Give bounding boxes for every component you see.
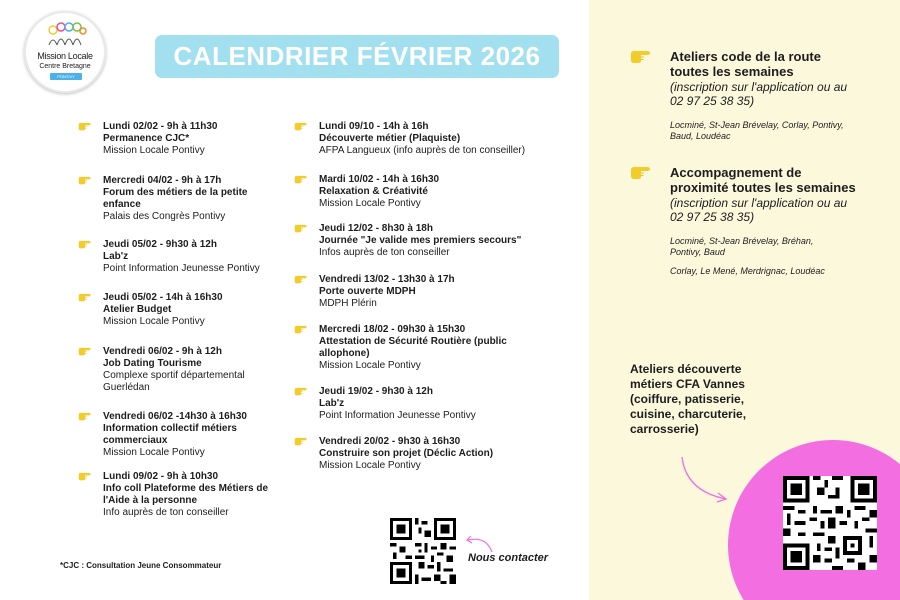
event-title: Journée "Je valide mes premiers secours" [319,235,522,246]
cfa-qr-code[interactable] [783,476,877,570]
accompagnement-block [670,165,860,277]
pointing-hand-icon [78,411,92,421]
pointing-hand-icon [294,324,308,334]
event-item [103,239,278,275]
event-place: Mission Locale Pontivy [319,460,421,471]
event-title: Info coll Plateforme des Métiers de l'Aide à la personne [103,483,269,506]
code-route-note: (inscription sur l'application ou au 02 97 25 38 35) [670,80,848,108]
footnote: *CJC : Consultation Jeune Consommateur [60,561,222,570]
event-place: Infos auprès de ton conseiller [319,247,450,258]
event-item [319,121,564,157]
cfa-workshops: Ateliers découverte métiers CFA Vannes (coiffure, patisserie, cuisine, charcuterie, carrosserie) [630,362,747,436]
pointing-hand-icon [78,121,92,131]
event-place: AFPA Langueux (info auprès de ton conseiller) [319,145,526,156]
pointing-hand-icon [294,436,308,446]
pointing-hand-icon [294,121,308,131]
event-place: Point Information Jeunesse Pontivy [103,263,260,274]
pointing-hand-icon [294,174,308,184]
pointing-hand-icon [78,239,92,249]
event-title: Lab'z [103,251,129,262]
event-date: Jeudi 05/02 - 9h30 à 12h [103,239,217,250]
event-date: Vendredi 06/02 - 9h à 12h [103,346,222,357]
event-item [319,324,509,372]
event-date: Mercredi 18/02 - 09h30 à 15h30 [319,324,466,335]
code-route-towns: Locminé, St-Jean Brévelay, Corlay, Pontivy, Baud, Loudéac [670,120,844,141]
event-title: Attestation de Sécurité Routière (public allophone) [319,336,507,359]
pointing-hand-icon [294,386,308,396]
event-place: Point Information Jeunesse Pontivy [319,410,476,421]
event-date: Lundi 09/02 - 9h à 10h30 [103,471,219,482]
accompagnement-towns-2: Corlay, Le Mené, Merdrignac, Loudéac [670,266,825,276]
logo-line3: PONTIVY [50,73,82,80]
event-item [103,292,278,328]
curved-arrow-icon [680,455,730,505]
event-date: Jeudi 19/02 - 9h30 à 12h [319,386,433,397]
contact-label: Nous contacter [468,552,549,564]
event-item [103,411,278,459]
pointing-hand-icon [294,223,308,233]
event-date: Mercredi 04/02 - 9h à 17h [103,175,222,186]
event-title: Information collectif métiers commerciaux [103,423,237,446]
event-title: Porte ouverte MDPH [319,286,416,297]
event-place: Mission Locale Pontivy [103,316,205,327]
event-place: MDPH Plérin [319,298,377,309]
event-place: Mission Locale Pontivy [319,198,421,209]
event-place: Mission Locale Pontivy [103,447,205,458]
event-date: Vendredi 06/02 -14h30 à 16h30 [103,411,247,422]
mission-locale-logo [24,11,106,93]
event-date: Mardi 10/02 - 14h à 16h30 [319,174,440,185]
pointing-hand-icon [630,164,652,180]
event-title: Atelier Budget [103,304,172,315]
pointing-hand-icon [630,48,652,64]
event-title: Relaxation & Créativité [319,186,428,197]
event-place: Mission Locale Pontivy [319,360,421,371]
event-title: Lab'z [319,398,345,409]
pointing-hand-icon [78,175,92,185]
event-place: Palais des Congrès Pontivy [103,211,226,222]
people-icon [47,21,87,49]
logo-line1: Mission Locale [37,51,93,61]
event-title: Construire son projet (Déclic Action) [319,448,494,459]
contact-qr-code[interactable] [390,518,456,584]
logo-line2: Centre Bretagne [39,63,91,70]
event-place: Complexe sportif départemental Guerlédan [103,370,245,393]
event-item [319,386,554,422]
pointing-hand-icon [78,346,92,356]
event-title: Forum des métiers de la petite enfance [103,187,248,210]
event-item [103,471,278,519]
code-route-title: Ateliers code de la route toutes les semaines [670,49,821,79]
event-item [319,223,554,259]
pointing-hand-icon [294,274,308,284]
event-item [103,175,278,223]
event-place: Mission Locale Pontivy [103,145,205,156]
event-date: Vendredi 13/02 - 13h30 à 17h [319,274,455,285]
event-item [103,346,278,394]
accompagnement-note: (inscription sur l'application ou au 02 97 25 38 35) [670,196,848,224]
event-item [319,436,554,472]
accompagnement-title: Accompagnement de proximité toutes les semaines [670,165,856,195]
code-route-block [670,49,860,142]
event-place: Info auprès de ton conseiller [103,507,229,518]
pointing-hand-icon [78,471,92,481]
event-title: Découverte métier (Plaquiste) [319,133,461,144]
event-title: Job Dating Tourisme [103,358,202,369]
accompagnement-towns: Locminé, St-Jean Brévelay, Bréhan, Pontivy, Baud [670,236,814,257]
page-title: CALENDRIER FÉVRIER 2026 [155,35,559,78]
event-date: Lundi 09/10 - 14h à 16h [319,121,429,132]
pointing-hand-icon [78,292,92,302]
event-date: Vendredi 20/02 - 9h30 à 16h30 [319,436,461,447]
event-title: Permanence CJC* [103,133,190,144]
event-item [319,174,554,210]
event-item [319,274,554,310]
event-item [103,121,278,157]
event-date: Jeudi 05/02 - 14h à 16h30 [103,292,223,303]
event-date: Lundi 02/02 - 9h à 11h30 [103,121,218,132]
event-date: Jeudi 12/02 - 8h30 à 18h [319,223,433,234]
